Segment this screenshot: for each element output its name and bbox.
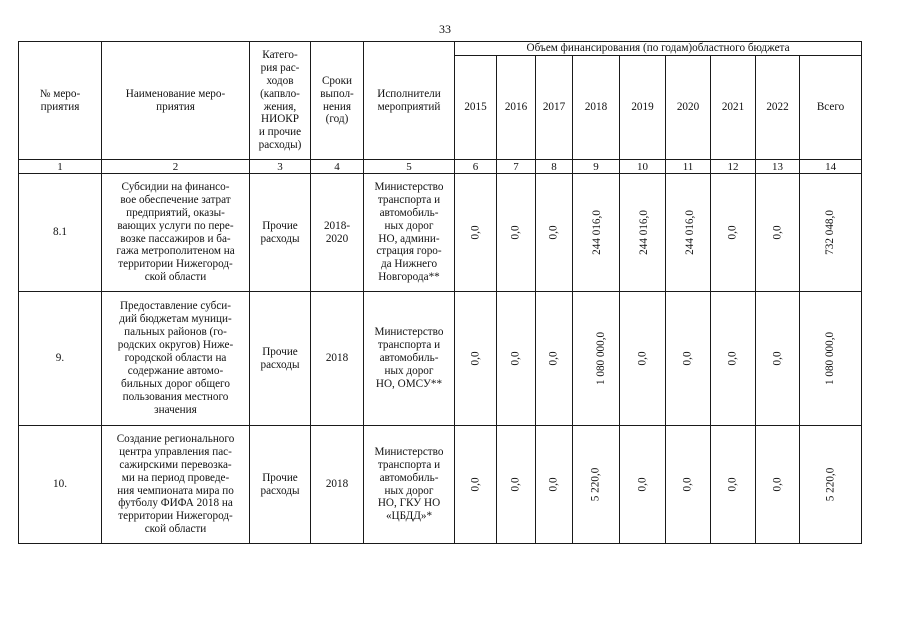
row-terms: 2018: [311, 426, 364, 544]
column-number: 8: [536, 160, 573, 174]
column-number: 5: [364, 160, 455, 174]
value-cell: 0,0: [711, 174, 756, 292]
header-name: Наименование меро- приятия: [102, 42, 250, 160]
row-category: Прочие расходы: [250, 426, 311, 544]
header-executors: Исполнители мероприятий: [364, 42, 455, 160]
row-terms: 2018- 2020: [311, 174, 364, 292]
column-number: 7: [497, 160, 536, 174]
header-year: 2016: [497, 56, 536, 160]
value-cell: 0,0: [455, 292, 497, 426]
row-name: Субсидии на финансо- вое обеспечение затрат предприятий, оказы- вающих услуги по пере- возке пассажиров и ба- гажа метрополитеном на территории Нижегород- ской области: [102, 174, 250, 292]
value-cell: 0,0: [711, 292, 756, 426]
financing-table: [18, 41, 862, 544]
column-number: 11: [666, 160, 711, 174]
column-number: 3: [250, 160, 311, 174]
row-terms: 2018: [311, 292, 364, 426]
header-year: 2022: [756, 56, 800, 160]
column-number: 2: [102, 160, 250, 174]
value-cell: 0,0: [536, 174, 573, 292]
value-cell: 0,0: [620, 292, 666, 426]
column-number-row: [19, 160, 862, 174]
value-cell: 0,0: [536, 292, 573, 426]
table-row: [19, 174, 862, 292]
row-executors: Министерство транспорта и автомобиль- ных дорог НО, ГКУ НО «ЦБДД»*: [364, 426, 455, 544]
header-financing: Объем финансирования (по годам)областного бюджета: [455, 42, 862, 56]
total-cell: 1 080 000,0: [800, 292, 862, 426]
row-num: 10.: [19, 426, 102, 544]
page-number: 33: [439, 22, 451, 36]
value-cell: 244 016,0: [573, 174, 620, 292]
value-cell: 0,0: [497, 426, 536, 544]
row-executors: Министерство транспорта и автомобиль- ных дорог НО, ОМСУ**: [364, 292, 455, 426]
column-number: 10: [620, 160, 666, 174]
row-category: Прочие расходы: [250, 292, 311, 426]
row-executors: Министерство транспорта и автомобиль- ных дорог НО, админи- страция горо- да Нижнего Новгорода**: [364, 174, 455, 292]
header-total: Всего: [800, 56, 862, 160]
value-cell: 0,0: [620, 426, 666, 544]
column-number: 6: [455, 160, 497, 174]
header-year: 2021: [711, 56, 756, 160]
value-cell: 1 080 000,0: [573, 292, 620, 426]
row-name: Создание регионального центра управления пас- сажирскими перевозка- ми на период проведе- ния чемпионата мира по футболу ФИФА 2018 на территории Нижегород- ской области: [102, 426, 250, 544]
total-cell: 732 048,0: [800, 174, 862, 292]
header-year: 2017: [536, 56, 573, 160]
value-cell: 0,0: [455, 174, 497, 292]
total-cell: 5 220,0: [800, 426, 862, 544]
row-num: 8.1: [19, 174, 102, 292]
value-cell: 0,0: [756, 292, 800, 426]
value-cell: 0,0: [711, 426, 756, 544]
header-year: 2018: [573, 56, 620, 160]
value-cell: 0,0: [666, 426, 711, 544]
column-number: 13: [756, 160, 800, 174]
header-num: № меро- приятия: [19, 42, 102, 160]
column-number: 4: [311, 160, 364, 174]
column-number: 1: [19, 160, 102, 174]
row-name: Предоставление субси- дий бюджетам муници- пальных районов (го- родских округов) Ниже- городской области на содержание автомо- бильных дорог общего пользования местного значения: [102, 292, 250, 426]
table-row: [19, 292, 862, 426]
row-num: 9.: [19, 292, 102, 426]
value-cell: 0,0: [536, 426, 573, 544]
header-year: 2019: [620, 56, 666, 160]
value-cell: 0,0: [497, 292, 536, 426]
header-year: 2015: [455, 56, 497, 160]
value-cell: 0,0: [756, 426, 800, 544]
value-cell: 0,0: [455, 426, 497, 544]
header-year: 2020: [666, 56, 711, 160]
value-cell: 244 016,0: [620, 174, 666, 292]
header-category: Катего- рия рас- ходов (капвло- жения, НИОКР и прочие расходы): [250, 42, 311, 160]
row-category: Прочие расходы: [250, 174, 311, 292]
column-number: 14: [800, 160, 862, 174]
value-cell: 0,0: [756, 174, 800, 292]
value-cell: 5 220,0: [573, 426, 620, 544]
column-number: 12: [711, 160, 756, 174]
header-terms: Сроки выпол- нения (год): [311, 42, 364, 160]
value-cell: 0,0: [497, 174, 536, 292]
value-cell: 244 016,0: [666, 174, 711, 292]
table-row: [19, 426, 862, 544]
column-number: 9: [573, 160, 620, 174]
value-cell: 0,0: [666, 292, 711, 426]
